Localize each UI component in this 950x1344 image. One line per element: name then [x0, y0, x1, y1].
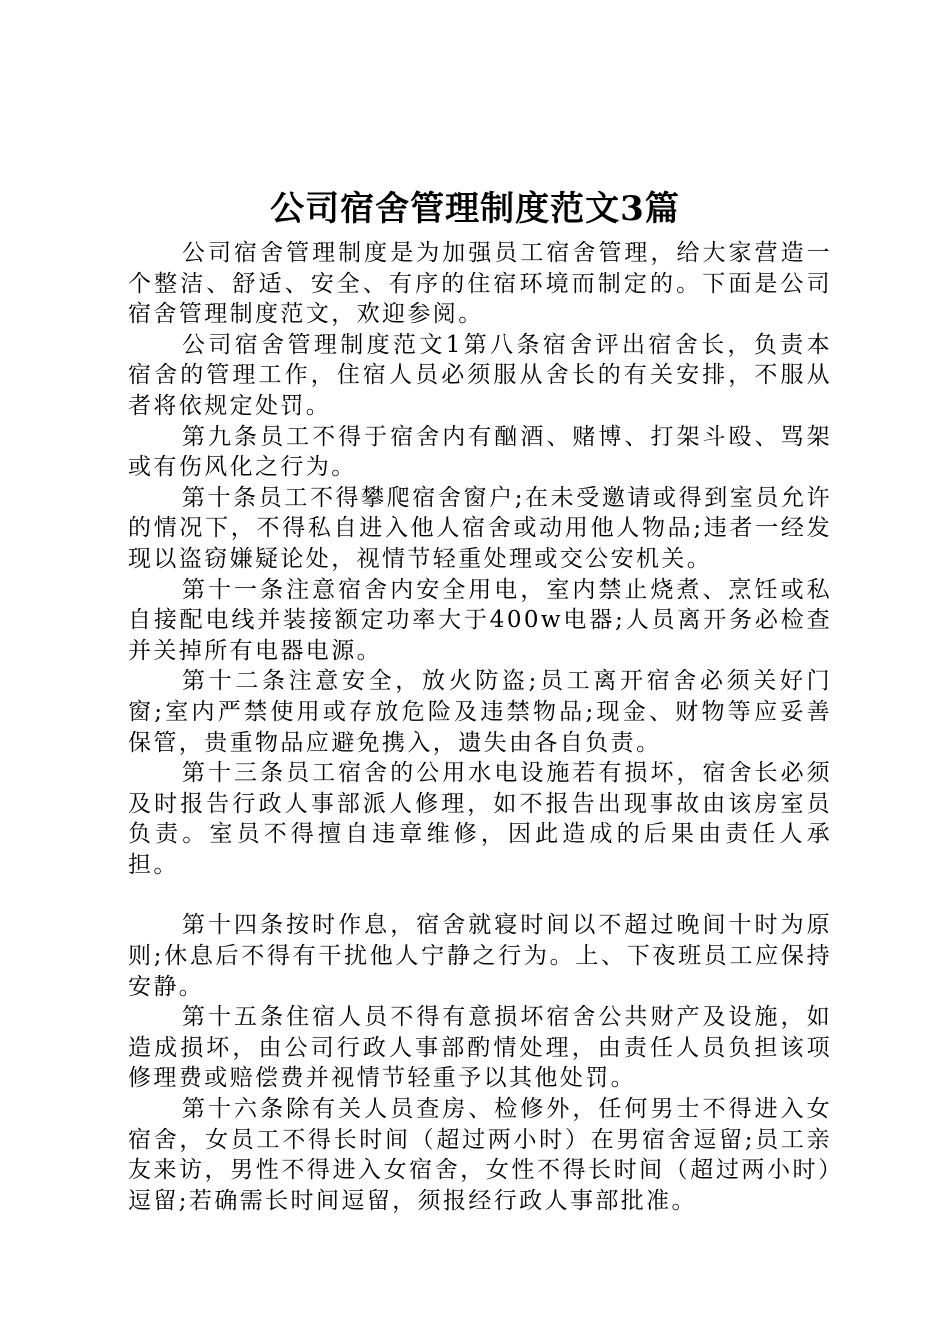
blank-line: [128, 880, 832, 910]
paragraph-article-10: 第十条员工不得攀爬宿舍窗户;在未受邀请或得到室员允许的情况下，不得私自进入他人宿舍或动用他人物品;违者一经发现以盗窃嫌疑论处，视情节轻重处理或交公安机关。: [128, 484, 832, 572]
paragraph-article-9: 第九条员工不得于宿舍内有酗酒、赌博、打架斗殴、骂架或有伤风化之行为。: [128, 423, 832, 481]
paragraph-article-14: 第十四条按时作息，宿舍就寝时间以不超过晚间十时为原则;休息后不得有干扰他人宁静之行为。上、下夜班员工应保持安静。: [128, 912, 832, 1000]
document-title: 公司宿舍管理制度范文3篇: [270, 189, 680, 229]
paragraph-article-15: 第十五条住宿人员不得有意损坏宿舍公共财产及设施，如造成损坏，由公司行政人事部酌情处理，由责任人员负担该项修理费或赔偿费并视情节轻重予以其他处罚。: [128, 1004, 832, 1092]
paragraph-article-16: 第十六条除有关人员查房、检修外，任何男士不得进入女宿舍，女员工不得长时间（超过两小时）在男宿舍逗留;员工亲友来访，男性不得进入女宿舍，女性不得长时间（超过两小时）逗留;若确需长时间逗留，须报经行政人事部批准。: [128, 1096, 832, 1214]
paragraph-article-11: 第十一条注意宿舍内安全用电，室内禁止烧煮、烹饪或私自接配电线并装接额定功率大于400w电器;人员离开务必检查并关掉所有电器电源。: [128, 576, 832, 664]
document-body: [128, 238, 832, 1216]
paragraph-intro: 公司宿舍管理制度是为加强员工宿舍管理，给大家营造一个整洁、舒适、安全、有序的住宿环境而制定的。下面是公司宿舍管理制度范文，欢迎参阅。: [128, 240, 832, 328]
paragraph-article-8: 公司宿舍管理制度范文1第八条宿舍评出宿舍长，负责本宿舍的管理工作，住宿人员必须服从舍长的有关安排，不服从者将依规定处罚。: [128, 331, 832, 419]
paragraph-article-13: 第十三条员工宿舍的公用水电设施若有损坏，宿舍长必须及时报告行政人事部派人修理，如不报告出现事故由该房室员负责。室员不得擅自违章维修，因此造成的后果由责任人承担。: [128, 760, 832, 878]
paragraph-article-12: 第十二条注意安全，放火防盗;员工离开宿舍必须关好门窗;室内严禁使用或存放危险及违禁物品;现金、财物等应妥善保管，贵重物品应避免携入，遗失由各自负责。: [128, 668, 832, 756]
